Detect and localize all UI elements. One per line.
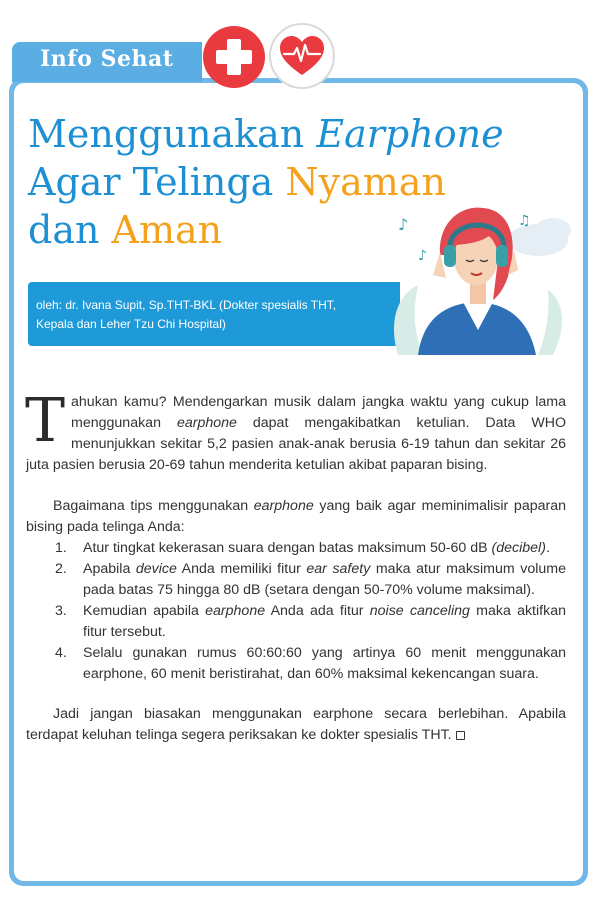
title-line-1: Menggunakan Earphone — [28, 112, 504, 156]
list-item: 3. Kemudian apabila earphone Anda ada fitur noise canceling maka aktifkan fitur tersebut. — [55, 603, 566, 640]
tips-list — [26, 538, 566, 685]
title-line-2: Agar Telinga Nyaman — [28, 160, 446, 204]
dropcap: T — [25, 386, 66, 456]
heart-pulse-icon — [271, 25, 333, 87]
heart-badge — [269, 23, 335, 89]
list-item: 4. Selalu gunakan rumus 60:60:60 yang artinya 60 menit menggunakan earphone, 60 menit beristirahat, dan 60% maksimal kekencangan suara. — [55, 645, 566, 682]
end-mark-icon — [456, 731, 465, 740]
svg-text:♫: ♫ — [518, 213, 531, 229]
author-credit: oleh: dr. Ivana Supit, Sp.THT-BKL (Dokter spesialis THT, Kepala dan Leher Tzu Chi Hospital) — [36, 298, 337, 331]
section-label: Info Sehat — [40, 46, 174, 72]
intro-paragraph: Tahukan kamu? Mendengarkan musik dalam jangka waktu yang cukup lama menggunakan earphone dapat mengakibatkan ketulian. Data WHO menunjukkan sekitar 5,2 pasien anak-anak berusia 6-19 tahun dan sekitar 26 juta pasien berusia 20-69 tahun menderita ketulian akibat paparan bising. — [25, 386, 566, 473]
closing-paragraph: Jadi jangan biasakan menggunakan earphone secara berlebihan. Apabila terdapat keluhan telinga segera periksakan ke dokter spesialis THT. — [26, 706, 566, 743]
list-item: 1. Atur tingkat kekerasan suara dengan batas maksimum 50-60 dB (decibel). — [55, 540, 550, 556]
plus-icon — [203, 26, 265, 88]
svg-text:♪: ♪ — [398, 215, 409, 234]
tips-intro-paragraph: Bagaimana tips menggunakan earphone yang baik agar meminimalisir paparan bising pada telinga Anda: — [26, 498, 566, 535]
woman-headphones-illustration — [378, 200, 578, 355]
svg-text:♪: ♪ — [418, 248, 427, 264]
article-body — [25, 386, 566, 746]
list-item: 2. Apabila device Anda memiliki fitur ear safety maka atur maksimum volume pada batas 75 hingga 80 dB (setara dengan 50-70% volume maksimal). — [55, 561, 566, 598]
title-line-3: dan Aman — [28, 208, 223, 252]
plus-badge — [203, 26, 265, 88]
